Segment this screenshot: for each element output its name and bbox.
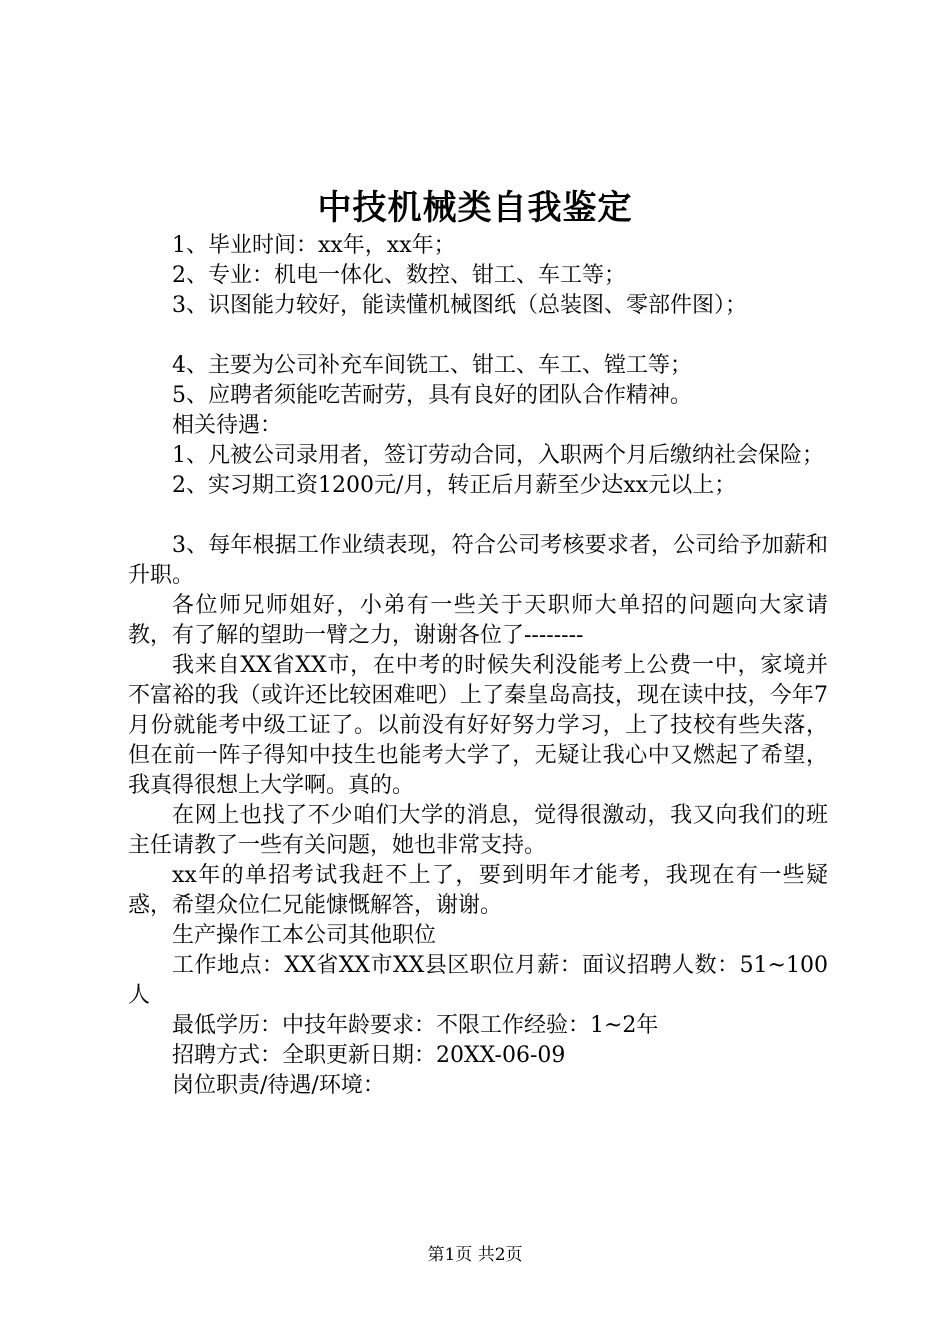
paragraph-internship-salary: 2、实习期工资1200元/月，转正后月薪至少达xx元以上；	[172, 473, 737, 498]
paragraph-major: 2、专业：机电一体化、数控、钳工、车工等；	[172, 263, 626, 288]
paragraph-graduation-time: 1、毕业时间：xx年，xx年；	[172, 233, 456, 258]
paragraph-research: 在网上也找了不少咱们大学的消息，觉得很激动，我又向我们的班主任请教了一些有关问题，她也非常支持。	[128, 803, 828, 858]
paragraph-exam-question: xx年的单招考试我赶不上了，要到明年才能考，我现在有一些疑惑，希望众位仁兄能慷慨解答，谢谢。	[128, 863, 828, 918]
page-number-footer: 第1页 共2页	[427, 1245, 523, 1265]
document-body	[128, 231, 828, 1101]
paragraph-raise-promotion: 3、每年根据工作业绩表现，符合公司考核要求者，公司给予加薪和升职。	[128, 533, 828, 588]
paragraph-work-location: 工作地点：XX省XX市XX县区职位月薪：面议招聘人数：51~100人	[128, 953, 828, 1008]
blank-line	[128, 501, 828, 531]
paragraph-background: 我来自XX省XX市，在中考的时候失利没能考上公费一中，家境并不富裕的我（或许还比较困难吧）上了秦皇岛高技，现在读中技，今年7月份就能考中级工证了。以前没有好好努力学习，上了技校有些失落，但在前一阵子得知中技生也能考大学了，无疑让我心中又燃起了希望，我真得很想上大学啊。真的。	[128, 653, 828, 798]
blank-line	[128, 321, 828, 351]
paragraph-greeting: 各位师兄师姐好，小弟有一些关于天职师大单招的问题向大家请教，有了解的望助一臂之力，谢谢各位了--------	[128, 593, 828, 648]
paragraph-duties-heading: 岗位职责/待遇/环境：	[172, 1073, 385, 1098]
document-title: 中技机械类自我鉴定	[317, 188, 633, 228]
paragraph-applicant-requirement: 5、应聘者须能吃苦耐劳，具有良好的团队合作精神。	[172, 383, 692, 408]
paragraph-job-types: 4、主要为公司补充车间铣工、钳工、车工、镗工等；	[172, 353, 692, 378]
paragraph-education-requirement: 最低学历：中技年龄要求：不限工作经验：1~2年	[172, 1013, 659, 1038]
paragraph-drawing-ability: 3、识图能力较好，能读懂机械图纸（总装图、零部件图）；	[172, 293, 747, 318]
paragraph-job-title: 生产操作工本公司其他职位	[172, 923, 437, 948]
paragraph-recruitment-method: 招聘方式：全职更新日期：20XX-06-09	[172, 1043, 566, 1068]
paragraph-benefits-heading: 相关待遇：	[172, 413, 283, 438]
paragraph-social-insurance: 1、凡被公司录用者，签订劳动合同，入职两个月后缴纳社会保险；	[172, 443, 824, 468]
